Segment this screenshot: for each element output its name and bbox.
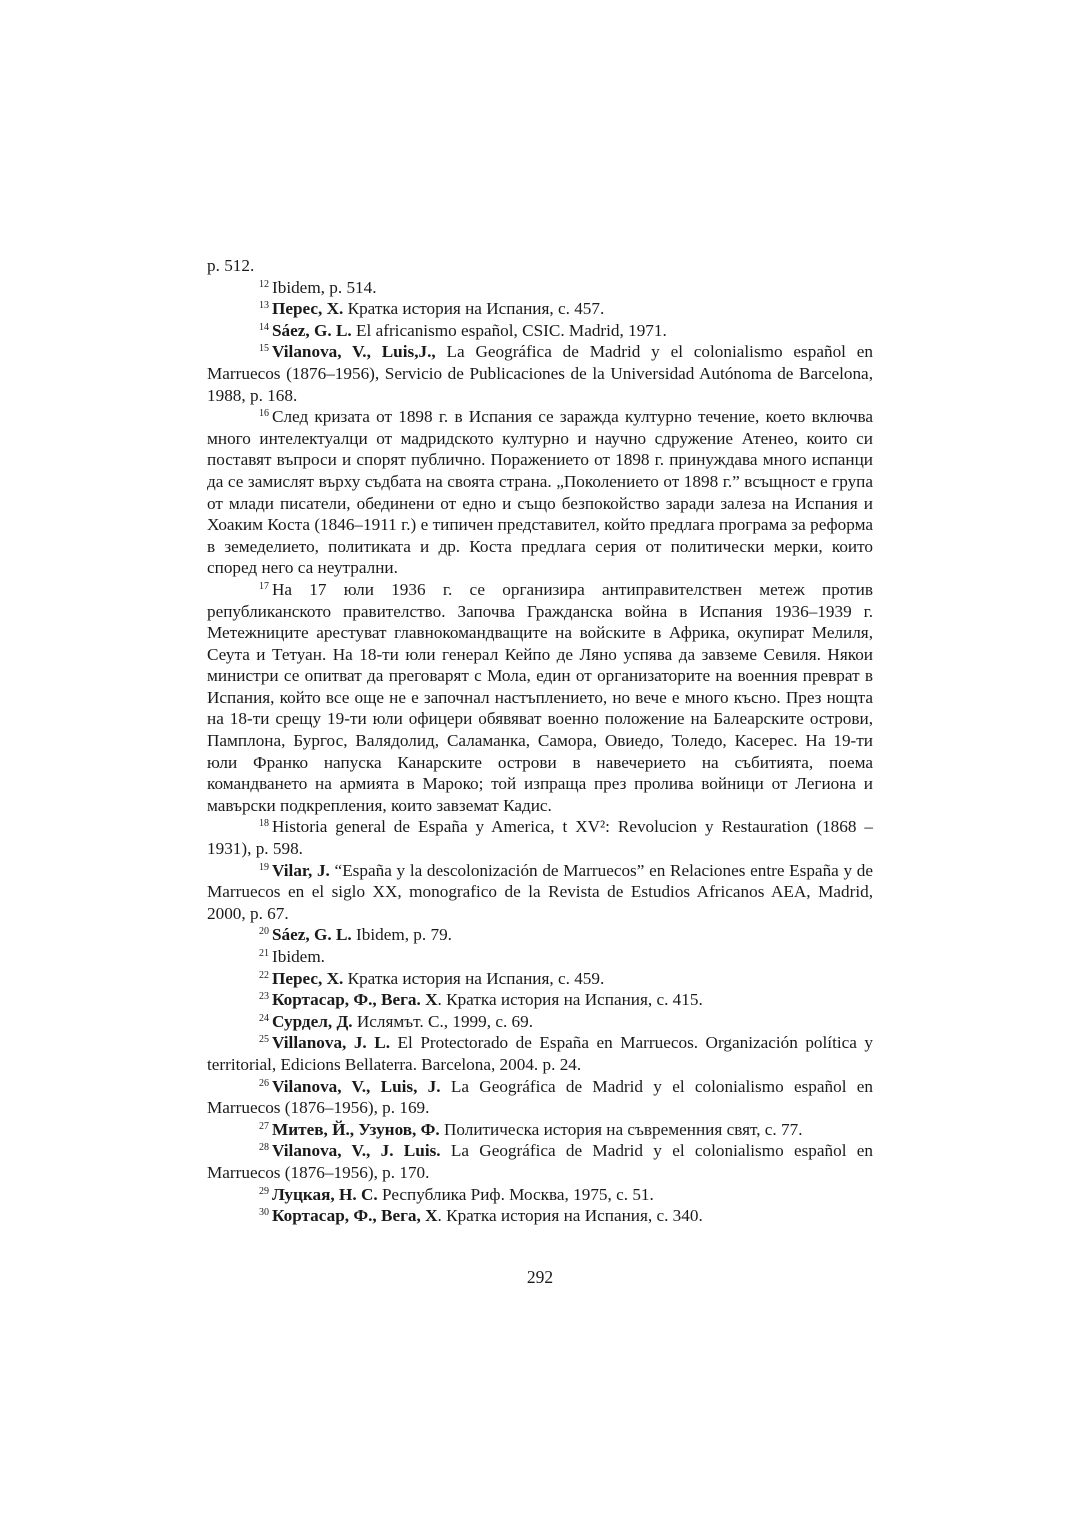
footnote-number: 23 bbox=[259, 991, 269, 1003]
footnote-21 bbox=[207, 946, 873, 968]
footnote-number: 24 bbox=[259, 1012, 269, 1024]
footnote-number: 12 bbox=[259, 278, 269, 290]
footnote-number: 30 bbox=[259, 1207, 269, 1219]
footnote-number: 17 bbox=[259, 580, 269, 592]
footnote-text: La Geográfica de Madrid y el colonialismo español en Marruecos (1876–1956), Servicio de Publicaciones de la Universidad Autónoma de Barcelona, 1988, p. 168. bbox=[207, 342, 873, 405]
footnote-number: 18 bbox=[259, 818, 269, 830]
page-number: 292 bbox=[526, 1267, 554, 1287]
footnote-text: . Кратка история на Испания, с. 340. bbox=[437, 1206, 703, 1226]
footnote-24 bbox=[207, 1011, 873, 1033]
footnote-author: Сурдел, Д. bbox=[272, 1011, 353, 1031]
footnote-number: 27 bbox=[259, 1120, 269, 1132]
footnote-author: Sáez, G. L. bbox=[272, 925, 352, 945]
footnote-number: 22 bbox=[259, 969, 269, 981]
footnote-number: 25 bbox=[259, 1034, 269, 1046]
footnote-number: 28 bbox=[259, 1142, 269, 1154]
footnote-author: Луцкая, Н. С. bbox=[272, 1184, 378, 1204]
footnote-author: Перес, Х. bbox=[272, 299, 344, 319]
footnote-author: Vilar, J. bbox=[272, 860, 330, 880]
footnote-number: 15 bbox=[259, 343, 269, 355]
footnote-author: Кортасар, Ф., Вега. Х bbox=[272, 990, 438, 1010]
footnote-author: Перес, Х. bbox=[272, 968, 344, 988]
footnote-14 bbox=[207, 320, 873, 342]
footnote-continuation: p. 512. bbox=[207, 256, 255, 275]
footnote-16 bbox=[207, 406, 873, 579]
footnote-text: Ислямът. С., 1999, с. 69. bbox=[352, 1011, 534, 1031]
footnote-author: Митев, Й., Узунов, Ф. bbox=[272, 1119, 440, 1139]
footnote-text: След кризата от 1898 г. в Испания се заражда културно течение, което включва много интелектуалци от мадридското културно и научно сдружение Атенео, които си поставят въпроси и спорят публично. Поражението от 1898 г. принуждава много испанци да се замислят върху съдбата на своята страна. „Поколението от 1898 г.” всъщност е група от млади писатели, обединени от едно и също безпокойство заради залеза на Испания и Хоаким Коста (1846–1911 г.) е типичен представител, който предлага програма за реформа в земеделието, политиката и др. Коста предлага серия от политически мерки, които според него са неутрални. bbox=[207, 407, 873, 578]
footnote-text: Ibidem, p. 79. bbox=[351, 925, 452, 945]
footnote-30 bbox=[207, 1205, 873, 1227]
footnote-text: La Geográfica de Madrid y el colonialismo español en Marruecos (1876–1956), p. 169. bbox=[207, 1076, 873, 1118]
footnote-number: 14 bbox=[259, 321, 269, 333]
footnote-text: Политическа история на съвременния свят, с. 77. bbox=[439, 1119, 803, 1139]
footnote-number: 29 bbox=[259, 1185, 269, 1197]
footnote-text: На 17 юли 1936 г. се организира антиправителствен метеж против републиканското правителство. Започва Гражданска война в Испания 1936–1939 г. Метежниците арестуват главнокомандващите на войските в Африка, окупират Мелиля, Сеута и Тетуан. На 18-ти юли генерал Кейпо де Ляно успява да завземе Севиля. Някои министри се опитват да преговарят с Мола, един от организаторите на военния преврат в Испания, който все още не е започнал настъплението, но вече е много късно. През нощта на 18-ти срещу 19-ти юли офицери обявяват военно положение на Балеарските острови, Памплона, Бургос, Валядолид, Саламанка, Самора, Овиедо, Толедо, Касерес. На 19-ти юли Франко напуска Канарските острови в навечерието на събитията, поема командването на армията в Мароко; той изпраща през пролива войници от Легиона и мавърски подкрепления, които завземат Кадис. bbox=[207, 579, 873, 815]
footnote-text: Республика Риф. Москва, 1975, с. 51. bbox=[377, 1184, 654, 1204]
footnote-29 bbox=[207, 1184, 873, 1206]
footnote-15 bbox=[207, 341, 873, 406]
footnote-22 bbox=[207, 968, 873, 990]
footnote-17 bbox=[207, 579, 873, 817]
footnote-text: Historia general de España y America, t XV²: Revolucion y Restauration (1868 – 1931), p. 598. bbox=[207, 817, 873, 859]
footnote-author: Кортасар, Ф., Вега, Х bbox=[272, 1206, 438, 1226]
footnotes-block bbox=[207, 255, 873, 1227]
footnote-text: . Кратка история на Испания, с. 415. bbox=[437, 990, 703, 1010]
footnote-text: El africanismo español, CSIC. Madrid, 1971. bbox=[351, 320, 667, 340]
footnote-text: Ibidem. bbox=[272, 947, 325, 966]
footnote-text: El Protectorado de España en Marruecos. Organización política y territorial, Edicions Bellaterra. Barcelona, 2004. p. 24. bbox=[207, 1033, 873, 1074]
footnote-author: Vilanova, V., Luis, J. bbox=[272, 1076, 441, 1096]
footnote-25 bbox=[207, 1032, 873, 1075]
footnote-author: Sáez, G. L. bbox=[272, 320, 352, 340]
footnote-28 bbox=[207, 1140, 873, 1183]
footnote-text: Ibidem, p. 514. bbox=[272, 277, 377, 297]
footnote-author: Vilanova, V., Luis,J., bbox=[272, 342, 436, 362]
footnote-number: 16 bbox=[259, 408, 269, 420]
footnote-author: Villanova, J. L. bbox=[272, 1033, 391, 1053]
footnote-23 bbox=[207, 989, 873, 1011]
footnote-number: 20 bbox=[259, 926, 269, 938]
footnote-26 bbox=[207, 1076, 873, 1119]
footnote-number: 26 bbox=[259, 1077, 269, 1089]
footnote-text: La Geográfica de Madrid y el colonialismo español en Marruecos (1876–1956), p. 170. bbox=[207, 1141, 873, 1182]
footnote-27 bbox=[207, 1119, 873, 1141]
footnote-20 bbox=[207, 924, 873, 946]
footnote-13 bbox=[207, 298, 873, 320]
footnote-12 bbox=[207, 277, 873, 299]
footnote-number: 13 bbox=[259, 300, 269, 312]
footnote-18 bbox=[207, 816, 873, 859]
footnote-number: 21 bbox=[259, 948, 269, 959]
footnote-number: 19 bbox=[259, 861, 269, 873]
footnote-author: Vilanova, V., J. Luis. bbox=[272, 1141, 441, 1161]
footnote-text: “España y la descolonización de Marruecos” en Relaciones entre España y de Marruecos en el siglo XX, monografico de la Revista de Estudios Africanos AEA, Madrid, 2000, p. 67. bbox=[207, 860, 874, 923]
footnote-list bbox=[207, 277, 873, 1227]
footnote-text: Кратка история на Испания, с. 457. bbox=[343, 299, 605, 319]
footnote-19 bbox=[207, 860, 873, 925]
footnote-text: Кратка история на Испания, с. 459. bbox=[343, 968, 605, 988]
